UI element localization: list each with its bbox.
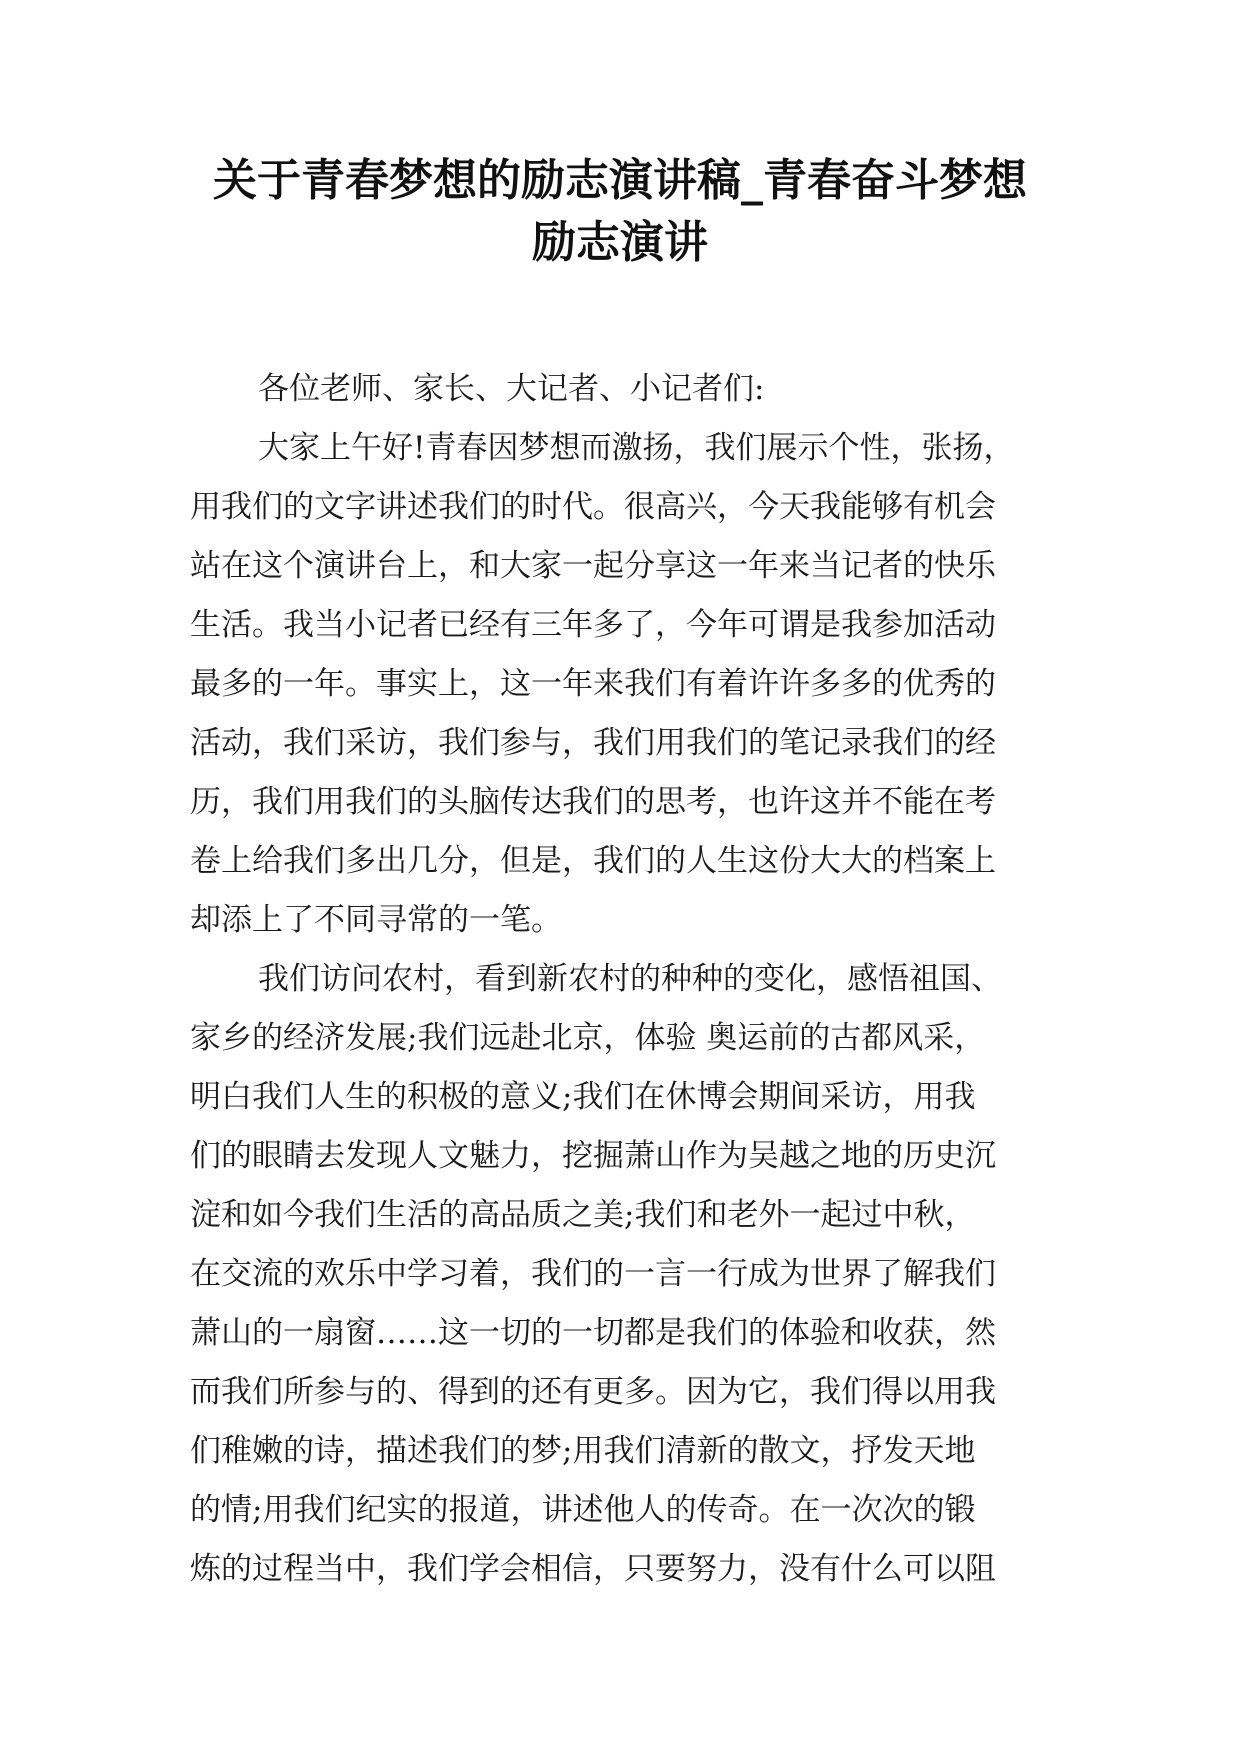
text-line: 最多的一年。事实上，这一年来我们有着许许多多的优秀的 [190, 666, 996, 702]
document-body [190, 360, 1070, 1599]
document-title [160, 150, 1080, 274]
text-line: 明白我们人生的积极的意义;我们在休博会期间采访，用我 [190, 1079, 976, 1115]
title-line-1: 关于青春梦想的励志演讲稿_青春奋斗梦想 [213, 155, 1027, 206]
text-line: 的情;用我们纪实的报道，讲述他人的传奇。在一次次的锻 [190, 1492, 976, 1528]
paragraph [190, 419, 1070, 950]
text-line: 炼的过程当中，我们学会相信，只要努力，没有什么可以阻 [190, 1551, 996, 1587]
text-line: 却添上了不同寻常的一笔。 [190, 902, 562, 938]
title-line-2: 励志演讲 [532, 217, 708, 268]
text-line: 淀和如今我们生活的高品质之美;我们和老外一起过中秋， [190, 1197, 976, 1233]
text-line: 用我们的文字讲述我们的时代。很高兴，今天我能够有机会 [190, 489, 996, 525]
paragraph [190, 950, 1070, 1599]
text-line: 站在这个演讲台上，和大家一起分享这一年来当记者的快乐 [190, 548, 996, 584]
paragraph [190, 360, 1070, 419]
text-line: 我们访问农村，看到新农村的种种的变化，感悟祖国、 [258, 961, 1002, 997]
text-line: 萧山的一扇窗……这一切的一切都是我们的体验和收获，然 [190, 1315, 996, 1351]
text-line: 卷上给我们多出几分，但是，我们的人生这份大大的档案上 [190, 843, 996, 879]
text-line: 历，我们用我们的头脑传达我们的思考，也许这并不能在考 [190, 784, 996, 820]
text-line: 在交流的欢乐中学习着，我们的一言一行成为世界了解我们 [190, 1256, 996, 1292]
text-line: 活动，我们采访，我们参与，我们用我们的笔记录我们的经 [190, 725, 996, 761]
text-line: 生活。我当小记者已经有三年多了，今年可谓是我参加活动 [190, 607, 996, 643]
text-line: 家乡的经济发展;我们远赴北京，体验 奥运前的古都风采， [190, 1020, 986, 1056]
text-line: 们稚嫩的诗，描述我们的梦;用我们清新的散文，抒发天地 [190, 1433, 976, 1469]
text-line: 各位老师、家长、大记者、小记者们: [258, 371, 765, 407]
text-line: 大家上午好!青春因梦想而激扬，我们展示个性，张扬， [258, 430, 1015, 466]
text-line: 而我们所参与的、得到的还有更多。因为它，我们得以用我 [190, 1374, 996, 1410]
text-line: 们的眼睛去发现人文魅力，挖掘萧山作为吴越之地的历史沉 [190, 1138, 996, 1174]
